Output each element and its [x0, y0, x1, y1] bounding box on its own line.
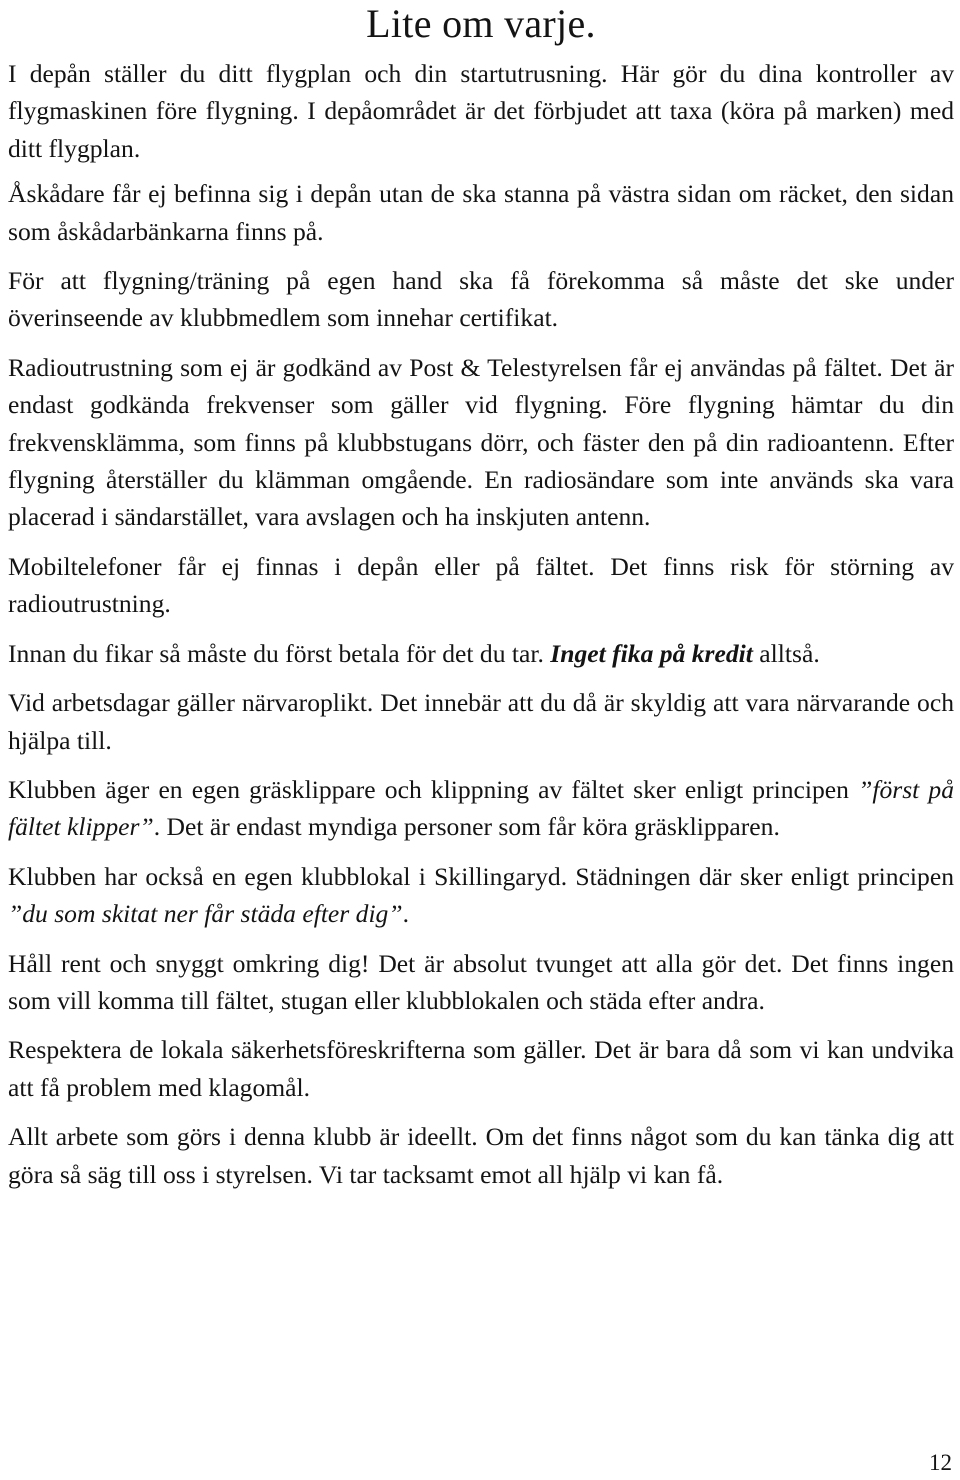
paragraph-training-supervision: För att flygning/träning på egen hand ska få förekomma så måste det ske under överinseende av klubbmedlem som innehar certifikat.: [8, 266, 954, 333]
lawnmower-quote: ”först på fältet klipper”: [8, 774, 954, 842]
paragraph-club-room: [8, 858, 954, 933]
club-room-quote: ”du som skitat ner får städa efter dig”: [8, 899, 403, 929]
paragraph-depot: I depån ställer du ditt flygplan och din startutrusning. Här gör du dina kontroller av flygmaskinen före flygning. I depåområdet är det förbjudet att taxa (köra på marken) med ditt flygplan.: [8, 59, 954, 163]
page-number: 12: [929, 1450, 952, 1475]
club-room-text-after: .: [402, 899, 409, 929]
paragraph-spectators: Åskådare får ej befinna sig i depån utan de ska stanna på västra sidan om räcket, den sidan som åskådarbänkarna finns på.: [8, 179, 954, 246]
paragraph-volunteer-work: Allt arbete som görs i denna klubb är ideellt. Om det finns något som du kan tänka dig att göra så säg till oss i styrelsen. Vi tar tacksamt emot all hjälp vi kan få.: [8, 1122, 954, 1189]
paragraph-keep-clean: Håll rent och snyggt omkring dig! Det är absolut tvunget att alla gör det. Det finns ingen som vill komma till fältet, stugan eller klubblokalen och städa efter andra.: [8, 948, 954, 1015]
fika-text-after: alltså.: [752, 638, 820, 668]
fika-text-before: Innan du fikar så måste du först betala för det du tar.: [8, 638, 551, 668]
paragraph-work-days: Vid arbetsdagar gäller närvaroplikt. Det innebär att du då är skyldig att vara närvarande och hjälpa till.: [8, 688, 954, 755]
paragraph-safety-rules: Respektera de lokala säkerhetsföreskrifterna som gäller. Det är bara då som vi kan undvika att få problem med klagomål.: [8, 1035, 954, 1102]
document-page: [8, 0, 954, 1205]
paragraph-fika: [8, 635, 954, 672]
paragraph-radio-equipment: Radioutrustning som ej är godkänd av Post & Telestyrelsen får ej användas på fältet. Det är endast godkända frekvenser som gäller vid flygning. Före flygning hämtar du din frekvensklämma, som finns på klubbstugans dörr, och fäster den på din radioantenn. Efter flygning återställer du klämman omgående. En radiosändare som inte används ska vara placerad i sändarstället, vara avslagen och ha inskjuten antenn.: [8, 352, 954, 532]
lawnmower-text-after: . Det är endast myndiga personer som får köra gräsklipparen.: [153, 812, 780, 842]
paragraph-mobile-phones: Mobiltelefoner får ej finnas i depån eller på fältet. Det finns risk för störning av radioutrustning.: [8, 551, 954, 619]
page-title: Lite om varje.: [366, 1, 596, 46]
paragraph-lawnmower: [8, 771, 954, 846]
club-room-text-before: Klubben har också en egen klubblokal i Skillingaryd. Städningen där sker enligt principen: [8, 861, 954, 891]
fika-emphasis: Inget fika på kredit: [550, 638, 753, 668]
lawnmower-text-before: Klubben äger en egen gräsklippare och klippning av fältet sker enligt principen: [8, 774, 859, 804]
